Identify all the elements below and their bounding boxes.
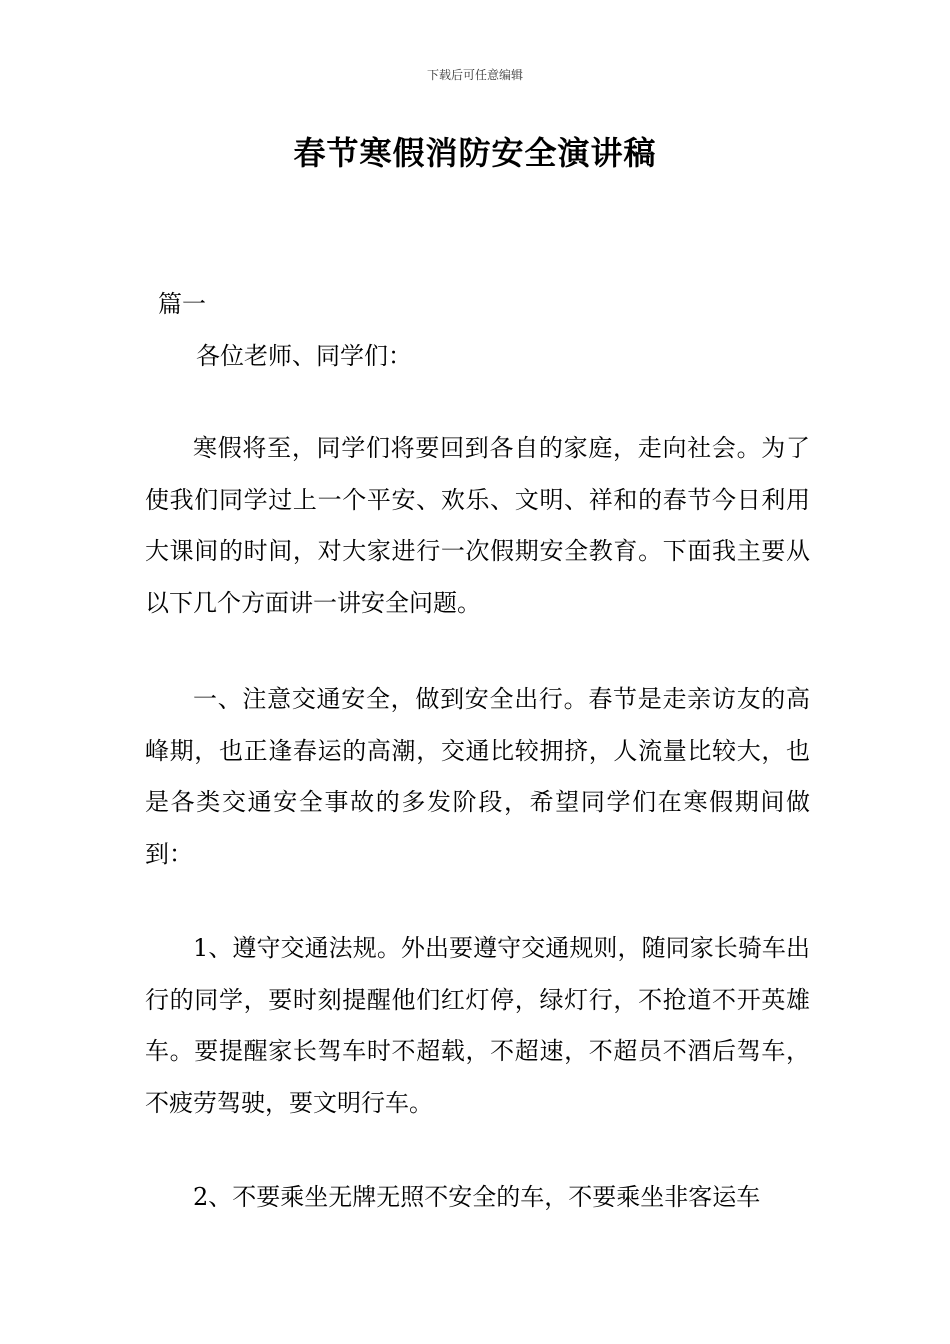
paragraph-intro: 寒假将至，同学们将要回到各自的家庭，走向社会。为了使我们同学过上一个平安、欢乐、文明、祥和的春节今日利用大课间的时间，对大家进行一次假期安全教育。下面我主要从以下几个方面讲一讲安全问题。 xyxy=(145,434,810,617)
greeting: 各位老师、同学们： xyxy=(196,342,412,370)
section-label: 篇一 xyxy=(158,290,206,318)
header-note: 下载后可任意编辑 xyxy=(426,68,523,82)
paragraph-traffic-safety: 一、注意交通安全，做到安全出行。春节是走亲访友的高峰期，也正逢春运的高潮，交通比较拥挤，人流量比较大，也是各类交通安全事故的多发阶段，希望同学们在寒假期间做到： xyxy=(145,685,810,868)
document-title: 春节寒假消防安全演讲稿 xyxy=(293,134,657,172)
paragraph-traffic-rules: 1、遵守交通法规。外出要遵守交通规则，随同家长骑车出行的同学，要时刻提醒他们红灯停，绿灯行，不抢道不开英雄车。要提醒家长驾车时不超载，不超速，不超员不酒后驾车，不疲劳驾驶，要文明行车。 xyxy=(145,934,810,1117)
paragraph-unsafe-vehicles: 2、不要乘坐无牌无照不安全的车，不要乘坐非客运车 xyxy=(193,1183,761,1211)
